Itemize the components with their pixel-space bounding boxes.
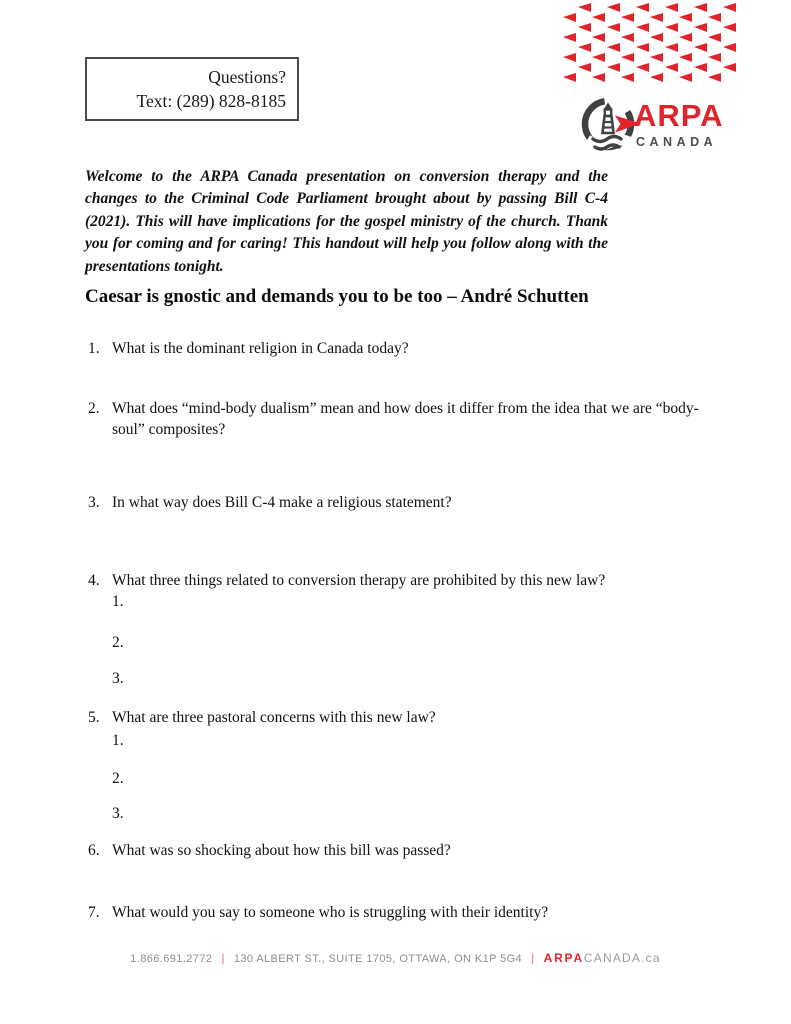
question-text: What is the dominant religion in Canada today? (112, 340, 409, 357)
contact-box-title: Questions? (208, 67, 286, 87)
triangle-icon (621, 73, 634, 82)
triangle-icon (592, 13, 605, 22)
pattern-row (563, 13, 735, 23)
triangle-icon (694, 3, 707, 12)
triangle-icon (607, 3, 620, 12)
triangle-icon (607, 43, 620, 52)
triangle-icon (636, 43, 649, 52)
triangle-icon (563, 33, 576, 42)
triangle-icon (665, 43, 678, 52)
intro-paragraph: Welcome to the ARPA Canada presentation on conversion therapy and the changes to the Criminal Code Parliament brought about by passing Bill C-4 (2021). This will have implications for the gospel ministry of the church. Thank you for coming and for caring! This handout will help you follow along with the presentations tonight. (85, 168, 608, 275)
triangle-icon (563, 73, 576, 82)
question-text: What three things related to conversion therapy are prohibited by this new law? (112, 572, 606, 589)
triangle-icon (607, 23, 620, 32)
questions-list (88, 338, 716, 923)
pattern-row (563, 33, 735, 43)
question-sub-item: 3. (112, 805, 124, 822)
triangle-icon (723, 3, 736, 12)
triangle-icon (621, 53, 634, 62)
triangle-icon (578, 3, 591, 12)
pattern-row (563, 23, 735, 33)
triangle-icon (694, 43, 707, 52)
triangle-icon (563, 13, 576, 22)
question-number: 4. (88, 572, 100, 589)
triangle-icon (621, 33, 634, 42)
triangle-icon (578, 43, 591, 52)
triangle-icon (723, 23, 736, 32)
triangle-icon (694, 23, 707, 32)
question-text: What does “mind-body dualism” mean and how does it differ from the idea that we are “body-soul” composites? (112, 400, 699, 438)
question-sub-item: 1. (112, 732, 124, 749)
triangle-icon (607, 63, 620, 72)
question-text: In what way does Bill C-4 make a religious statement? (112, 494, 452, 511)
footer-site-brand: ARPA (543, 951, 584, 965)
triangle-icon (679, 73, 692, 82)
triangle-icon (708, 73, 721, 82)
triangle-icon (578, 63, 591, 72)
question-item (88, 902, 716, 923)
question-sub-item: 1. (112, 593, 124, 610)
triangle-icon (563, 53, 576, 62)
contact-box (85, 57, 299, 121)
question-item (88, 492, 716, 513)
pattern-row (563, 3, 735, 13)
triangle-icon (694, 63, 707, 72)
triangle-icon (708, 13, 721, 22)
question-text: What would you say to someone who is struggling with their identity? (112, 904, 549, 921)
triangle-icon (650, 73, 663, 82)
triangle-icon (723, 63, 736, 72)
question-sub-item: 2. (112, 770, 124, 787)
triangle-icon (650, 13, 663, 22)
triangle-icon (592, 73, 605, 82)
triangle-icon (665, 63, 678, 72)
question-item (88, 338, 716, 359)
triangle-icon (578, 23, 591, 32)
pattern-row (563, 53, 735, 63)
triangle-icon (708, 33, 721, 42)
footer (0, 951, 791, 965)
arpa-wordmark-block (634, 100, 724, 149)
arpa-logo (577, 92, 724, 158)
question-sub-item: 3. (112, 670, 124, 687)
question-number: 1. (88, 340, 100, 357)
footer-separator: | (221, 951, 225, 965)
pattern-row (563, 63, 735, 73)
triangle-icon (636, 63, 649, 72)
arpa-wordmark: ARPA (634, 98, 724, 133)
triangle-icon (665, 23, 678, 32)
question-item (88, 707, 716, 728)
question-number: 6. (88, 842, 100, 859)
question-number: 3. (88, 494, 100, 511)
triangle-icon (636, 23, 649, 32)
question-item (88, 398, 716, 440)
triangle-icon (621, 13, 634, 22)
question-item (88, 840, 716, 861)
triangle-icon (592, 53, 605, 62)
triangle-icon (708, 53, 721, 62)
triangle-icon (679, 53, 692, 62)
question-text: What are three pastoral concerns with this new law? (112, 709, 436, 726)
arpa-country-label: CANADA (636, 135, 718, 149)
question-number: 5. (88, 709, 100, 726)
footer-address: 130 ALBERT ST., SUITE 1705, OTTAWA, ON K1P 5G4 (233, 953, 523, 965)
triangle-icon (592, 33, 605, 42)
question-item (88, 570, 716, 591)
footer-separator: | (531, 951, 535, 965)
triangle-icon (679, 33, 692, 42)
pattern-row (563, 73, 735, 83)
footer-phone: 1.866.691.2772 (130, 953, 213, 965)
triangle-icon (650, 53, 663, 62)
logo-triangle-pattern (563, 3, 735, 83)
footer-site-domain: CANADA.ca (583, 951, 661, 965)
triangle-icon (636, 3, 649, 12)
triangle-icon (665, 3, 678, 12)
triangle-icon (650, 33, 663, 42)
pattern-row (563, 43, 735, 53)
section-heading: Caesar is gnostic and demands you to be too – André Schutten (85, 286, 589, 307)
question-text: What was so shocking about how this bill was passed? (112, 842, 451, 859)
triangle-icon (679, 13, 692, 22)
triangle-icon (723, 43, 736, 52)
question-number: 7. (88, 904, 100, 921)
question-number: 2. (88, 400, 100, 417)
question-sub-item: 2. (112, 634, 124, 651)
contact-box-phone: Text: (289) 828-8185 (136, 90, 286, 111)
